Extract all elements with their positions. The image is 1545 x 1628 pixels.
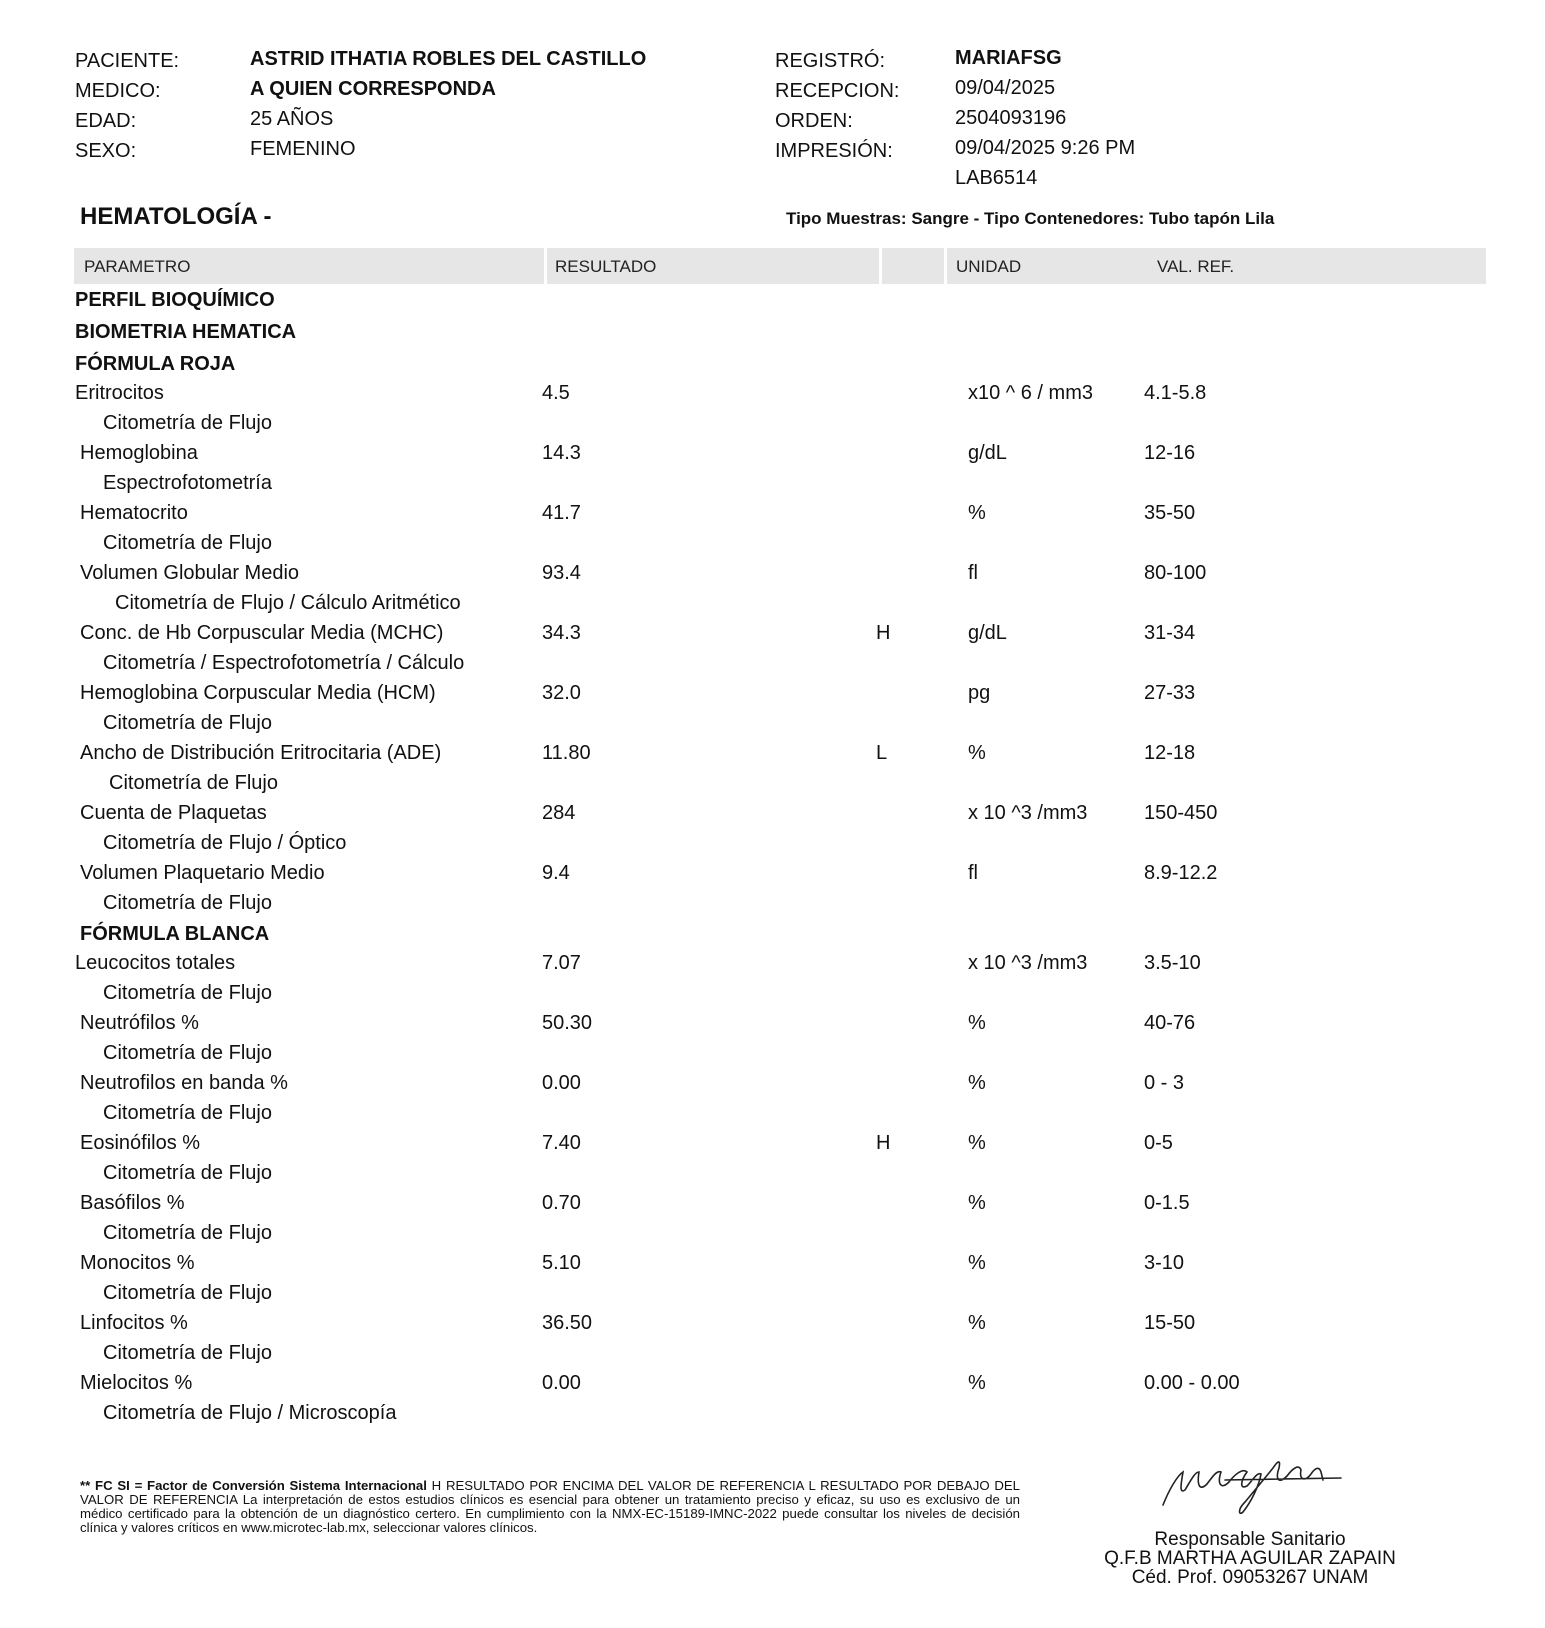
header-label: PACIENTE: <box>75 50 180 72</box>
method-name: Citometría de Flujo / Microscopía <box>103 1402 397 1424</box>
unit-value: % <box>968 1372 986 1394</box>
method-name: Citometría de Flujo <box>103 412 272 434</box>
unit-value: x 10 ^3 /mm3 <box>968 952 1088 974</box>
column-header-unidad: UNIDAD <box>956 257 1022 276</box>
parameter-name: Linfocitos % <box>80 1312 188 1334</box>
parameter-name: Leucocitos totales <box>75 952 236 974</box>
reference-range: 31-34 <box>1144 622 1196 644</box>
result-value: 41.7 <box>542 502 581 524</box>
parameter-name: Cuenta de Plaquetas <box>80 802 267 824</box>
header-label: ORDEN: <box>775 110 853 132</box>
result-value: 284 <box>542 802 576 824</box>
unit-value: fl <box>968 862 978 884</box>
handwritten-signature <box>1155 1450 1345 1520</box>
reference-range: 150-450 <box>1144 802 1218 824</box>
parameter-name: Eritrocitos <box>75 382 164 404</box>
unit-value: % <box>968 742 986 764</box>
unit-value: % <box>968 1312 986 1334</box>
method-name: Citometría de Flujo <box>103 892 272 914</box>
result-value: 0.00 <box>542 1072 581 1094</box>
result-flag: L <box>876 742 888 764</box>
header-label: RECEPCION: <box>775 80 900 102</box>
group-perfil-bioquimico: PERFIL BIOQUÍMICO <box>75 289 275 311</box>
parameter-name: Volumen Globular Medio <box>80 562 300 584</box>
unit-value: x10 ^ 6 / mm3 <box>968 382 1093 404</box>
reference-range: 4.1-5.8 <box>1144 382 1207 404</box>
result-value: 0.70 <box>542 1192 581 1214</box>
reference-range: 0.00 - 0.00 <box>1144 1372 1240 1394</box>
method-name: Citometría de Flujo <box>103 1042 272 1064</box>
parameter-name: Hemoglobina Corpuscular Media (HCM) <box>80 682 436 704</box>
header-value: 25 AÑOS <box>250 108 334 130</box>
parameter-name: Hematocrito <box>80 502 188 524</box>
parameter-name: Volumen Plaquetario Medio <box>80 862 325 884</box>
footnote-bold: ** FC SI = Factor de Conversión Sistema Internacional <box>80 1478 427 1493</box>
parameter-name: Monocitos % <box>80 1252 195 1274</box>
footnote-text: H RESULTADO POR ENCIMA DEL VALOR DE REFERENCIA L RESULTADO POR DEBAJO DEL VALOR DE REFERENCIA La interpretación de estos estudios clínicos es esencial para obtener un tratamiento preciso y eficaz, su uso es exclusivo de un médico certificado para la obtención de un diagnóstico certero. En cumplimiento con la NMX-EC-15189-IMNC-2022 puede consultar los niveles de decisión clínica y valores críticos en www.microtec-lab.mx, seleccionar valores clínicos. <box>80 1478 1020 1535</box>
header-value: FEMENINO <box>250 138 356 160</box>
result-value: 7.07 <box>542 952 581 974</box>
method-name: Espectrofotometría <box>103 472 272 494</box>
column-header-parametro: PARAMETRO <box>84 257 191 276</box>
reference-range: 35-50 <box>1144 502 1196 524</box>
unit-value: g/dL <box>968 622 1007 644</box>
method-name: Citometría / Espectrofotometría / Cálculo <box>103 652 465 674</box>
result-value: 4.5 <box>542 382 570 404</box>
reference-range: 15-50 <box>1144 1312 1196 1334</box>
header-label: EDAD: <box>75 110 137 132</box>
parameter-name: Ancho de Distribución Eritrocitaria (ADE) <box>80 742 442 764</box>
method-name: Citometría de Flujo <box>103 1282 272 1304</box>
result-value: 9.4 <box>542 862 570 884</box>
reference-range: 0-1.5 <box>1144 1192 1190 1214</box>
parameter-name: Conc. de Hb Corpuscular Media (MCHC) <box>80 622 444 644</box>
reference-range: 3.5-10 <box>1144 952 1201 974</box>
parameter-name: Basófilos % <box>80 1192 185 1214</box>
header-value: MARIAFSG <box>955 47 1062 69</box>
unit-value: fl <box>968 562 978 584</box>
reference-range: 27-33 <box>1144 682 1196 704</box>
reference-range: 12-18 <box>1144 742 1196 764</box>
result-value: 11.80 <box>542 742 591 764</box>
method-name: Citometría de Flujo <box>103 712 272 734</box>
lab-code: LAB6514 <box>955 167 1038 189</box>
method-name: Citometría de Flujo / Óptico <box>103 832 347 854</box>
unit-value: % <box>968 502 986 524</box>
header-value: 2504093196 <box>955 107 1067 129</box>
result-value: 14.3 <box>542 442 581 464</box>
table-header <box>74 248 1486 284</box>
parameter-name: Mielocitos % <box>80 1372 193 1394</box>
result-flag: H <box>876 1132 891 1154</box>
method-name: Citometría de Flujo <box>103 1162 272 1184</box>
signature-cedula: Céd. Prof. 09053267 UNAM <box>1131 1567 1369 1588</box>
result-value: 93.4 <box>542 562 581 584</box>
result-value: 32.0 <box>542 682 581 704</box>
method-name: Citometría de Flujo / Cálculo Aritmético <box>115 592 461 614</box>
method-name: Citometría de Flujo <box>103 982 272 1004</box>
parameter-name: Neutrófilos % <box>80 1012 199 1034</box>
unit-value: % <box>968 1012 986 1034</box>
parameter-name: Hemoglobina <box>80 442 198 464</box>
method-name: Citometría de Flujo <box>103 532 272 554</box>
method-name: Citometría de Flujo <box>103 1222 272 1244</box>
signature-block <box>1080 1530 1420 1587</box>
reference-range: 8.9-12.2 <box>1144 862 1218 884</box>
unit-value: pg <box>968 682 991 704</box>
unit-value: x 10 ^3 /mm3 <box>968 802 1088 824</box>
reference-range: 40-76 <box>1144 1012 1196 1034</box>
method-name: Citometría de Flujo <box>103 1342 272 1364</box>
group-biometria-hematica: BIOMETRIA HEMATICA <box>75 321 297 343</box>
sample-info: Tipo Muestras: Sangre - Tipo Contenedores: Tubo tapón Lila <box>786 209 1275 228</box>
section-title: HEMATOLOGÍA - <box>80 203 272 230</box>
header-value: A QUIEN CORRESPONDA <box>250 78 496 100</box>
method-name: Citometría de Flujo <box>103 1102 272 1124</box>
header-label: SEXO: <box>75 140 137 162</box>
method-name: Citometría de Flujo <box>109 772 278 794</box>
column-header-val-ref: VAL. REF. <box>1157 257 1235 276</box>
unit-value: % <box>968 1192 986 1214</box>
result-value: 34.3 <box>542 622 581 644</box>
result-value: 7.40 <box>542 1132 581 1154</box>
unit-value: g/dL <box>968 442 1007 464</box>
header-label: REGISTRÓ: <box>775 50 886 72</box>
reference-range: 80-100 <box>1144 562 1207 584</box>
result-value: 5.10 <box>542 1252 581 1274</box>
unit-value: % <box>968 1132 986 1154</box>
parameter-name: Neutrofilos en banda % <box>80 1072 288 1094</box>
signature-role: Responsable Sanitario <box>1154 1529 1346 1550</box>
result-value: 36.50 <box>542 1312 593 1334</box>
header-label: MEDICO: <box>75 80 161 102</box>
column-header-resultado: RESULTADO <box>555 257 657 276</box>
result-value: 50.30 <box>542 1012 593 1034</box>
result-flag: H <box>876 622 891 644</box>
parameter-name: Eosinófilos % <box>80 1132 201 1154</box>
signature-name: Q.F.B MARTHA AGUILAR ZAPAIN <box>1104 1548 1396 1569</box>
group-formula-blanca: FÓRMULA BLANCA <box>80 923 270 945</box>
reference-range: 0-5 <box>1144 1132 1173 1154</box>
unit-value: % <box>968 1252 986 1274</box>
header-label: IMPRESIÓN: <box>775 140 893 162</box>
group-formula-roja: FÓRMULA ROJA <box>75 353 236 375</box>
header-value: 09/04/2025 <box>955 77 1056 99</box>
header-value: 09/04/2025 9:26 PM <box>955 137 1136 159</box>
reference-range: 0 - 3 <box>1144 1072 1185 1094</box>
unit-value: % <box>968 1072 986 1094</box>
footnote <box>80 1479 1020 1535</box>
reference-range: 12-16 <box>1144 442 1196 464</box>
reference-range: 3-10 <box>1144 1252 1185 1274</box>
result-value: 0.00 <box>542 1372 581 1394</box>
header-value: ASTRID ITHATIA ROBLES DEL CASTILLO <box>250 48 647 70</box>
